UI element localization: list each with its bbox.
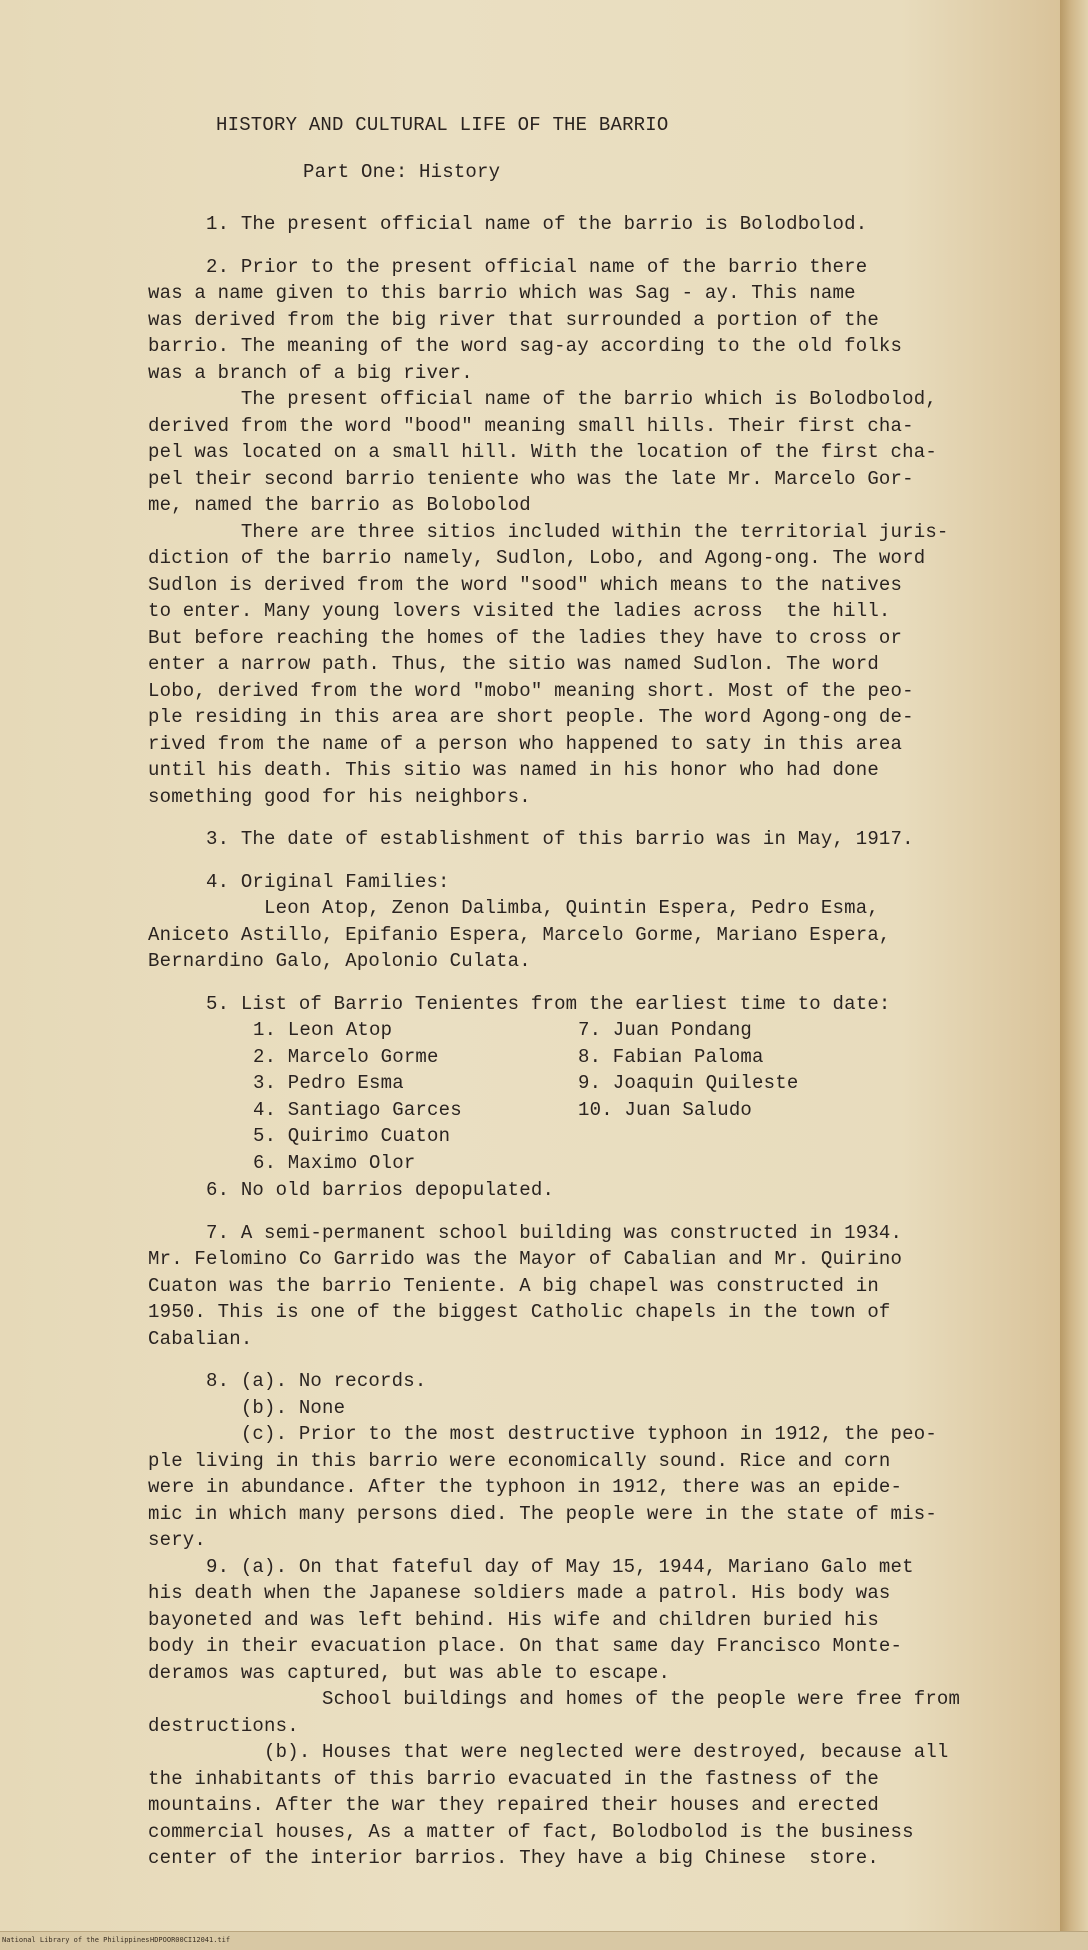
text-line: sery. <box>148 1529 207 1551</box>
text-line: derived from the word "bood" meaning small hills. Their first cha- <box>148 414 914 437</box>
text-line: 2. Prior to the present official name of the barrio there <box>148 255 868 278</box>
text-line: destructions. <box>148 1714 299 1737</box>
text-line: 2. Marcelo Gorme <box>253 1045 439 1068</box>
text-line: But before reaching the homes of the ladies they have to cross or <box>148 626 903 649</box>
text-line: School buildings and homes of the people were free from <box>148 1688 961 1710</box>
text-line: 6. Maximo Olor <box>253 1151 416 1174</box>
text-line: to enter. Many young lovers visited the ladies across the hill. <box>148 600 891 622</box>
archive-footer <box>0 1931 1088 1950</box>
text-line: (b). None <box>148 1396 346 1419</box>
page-edge <box>1060 0 1088 1932</box>
footer-file-id: HDPOOR00CI12041.tif <box>150 1936 231 1944</box>
tenientes-left-column <box>253 1017 462 1176</box>
text-line: the inhabitants of this barrio evacuated in the fastness of the <box>148 1767 879 1790</box>
text-line: mountains. After the war they repaired their houses and erected <box>148 1794 879 1816</box>
text-line: was derived from the big river that surrounded a portion of the <box>148 308 879 331</box>
text-line: (c). Prior to the most destructive typhoon in 1912, the peo- <box>148 1423 937 1445</box>
text-line: Leon Atop, Zenon Dalimba, Quintin Espera, Pedro Esma, <box>148 897 879 919</box>
typed-document <box>148 112 1028 1872</box>
text-line: 5. Quirimo Cuaton <box>253 1125 451 1147</box>
text-line: 9. Joaquin Quileste <box>578 1072 799 1094</box>
paragraph-5-heading: 5. List of Barrio Tenientes from the earliest time to date: <box>148 992 891 1015</box>
text-line: 1. The present official name of the barrio is Bolodbolod. <box>148 213 868 235</box>
text-line: Sudlon is derived from the word "sood" which means to the natives <box>148 573 903 596</box>
paragraph-9 <box>148 1554 1028 1872</box>
text-line: 7. A semi-permanent school building was constructed in 1934. <box>148 1221 903 1244</box>
text-line: 1. Leon Atop <box>253 1019 393 1041</box>
text-line: (b). Houses that were neglected were destroyed, because all <box>148 1741 949 1763</box>
footer-library-name: National Library of the Philippines <box>2 1936 150 1944</box>
text-line: ple living in this barrio were economically sound. Rice and corn <box>148 1449 891 1472</box>
text-line: 1950. This is one of the biggest Catholic chapels in the town of <box>148 1301 891 1323</box>
text-line: Mr. Felomino Co Garrido was the Mayor of Cabalian and Mr. Quirino <box>148 1248 903 1270</box>
paragraph-8 <box>148 1368 1028 1554</box>
text-line: barrio. The meaning of the word sag-ay according to the old folks <box>148 335 903 357</box>
part-heading: Part One: History <box>303 160 501 183</box>
text-line: pel their second barrio teniente who was the late Mr. Marcelo Gor- <box>148 467 914 490</box>
text-line: center of the interior barrios. They have a big Chinese store. <box>148 1847 879 1869</box>
text-line: 9. (a). On that fateful day of May 15, 1944, Mariano Galo met <box>148 1555 914 1578</box>
paragraph-4 <box>148 869 1028 975</box>
text-line: diction of the barrio namely, Sudlon, Lobo, and Agong-ong. The word <box>148 547 926 569</box>
text-line: was a branch of a big river. <box>148 361 473 384</box>
text-line: pel was located on a small hill. With the location of the first cha- <box>148 441 937 463</box>
text-line: 3. The date of establishment of this barrio was in May, 1917. <box>148 828 914 850</box>
text-line: 8. (a). No records. <box>148 1370 427 1392</box>
text-line: rived from the name of a person who happened to saty in this area <box>148 732 903 755</box>
tenientes-list <box>148 1017 1028 1177</box>
text-line: 3. Pedro Esma <box>253 1072 404 1094</box>
text-line: Bernardino Galo, Apolonio Culata. <box>148 950 531 972</box>
text-line: mic in which many persons died. The people were in the state of mis- <box>148 1502 937 1525</box>
text-line: Aniceto Astillo, Epifanio Espera, Marcelo Gorme, Mariano Espera, <box>148 923 891 946</box>
text-line: something good for his neighbors. <box>148 785 531 808</box>
text-line: me, named the barrio as Bolobolod <box>148 494 531 516</box>
text-line: The present official name of the barrio which is Bolodbolod, <box>148 388 937 410</box>
text-line: Lobo, derived from the word "mobo" meaning short. Most of the peo- <box>148 679 914 702</box>
paragraph-1 <box>148 211 1028 238</box>
text-line: deramos was captured, but was able to escape. <box>148 1661 671 1684</box>
paragraph-6: 6. No old barrios depopulated. <box>148 1179 555 1201</box>
text-line: 8. Fabian Paloma <box>578 1045 764 1068</box>
text-line: 4. Santiago Garces <box>253 1098 462 1121</box>
text-line: Cabalian. <box>148 1327 253 1350</box>
text-line: 7. Juan Pondang <box>578 1019 753 1041</box>
text-line: his death when the Japanese soldiers made a patrol. His body was <box>148 1582 891 1604</box>
text-line: body in their evacuation place. On that same day Francisco Monte- <box>148 1635 903 1657</box>
text-line: was a name given to this barrio which was Sag - ay. This name <box>148 282 856 304</box>
tenientes-right-column <box>578 1017 798 1123</box>
paragraph-3 <box>148 826 1028 853</box>
text-line: Cuaton was the barrio Teniente. A big chapel was constructed in <box>148 1274 879 1297</box>
text-line: bayoneted and was left behind. His wife and children buried his <box>148 1608 879 1631</box>
text-line: were in abundance. After the typhoon in 1912, there was an epide- <box>148 1476 903 1498</box>
document-title: HISTORY AND CULTURAL LIFE OF THE BARRIO <box>216 114 669 136</box>
paragraph-2 <box>148 254 1028 811</box>
text-line: There are three sitios included within the territorial juris- <box>148 520 949 543</box>
text-line: until his death. This sitio was named in his honor who had done <box>148 759 879 781</box>
text-line: commercial houses, As a matter of fact, Bolodbolod is the business <box>148 1820 914 1843</box>
text-line: 10. Juan Saludo <box>578 1098 753 1121</box>
paragraph-7 <box>148 1220 1028 1353</box>
text-line: 4. Original Families: <box>148 870 450 893</box>
text-line: ple residing in this area are short people. The word Agong-ong de- <box>148 706 914 728</box>
text-line: enter a narrow path. Thus, the sitio was named Sudlon. The word <box>148 653 879 675</box>
